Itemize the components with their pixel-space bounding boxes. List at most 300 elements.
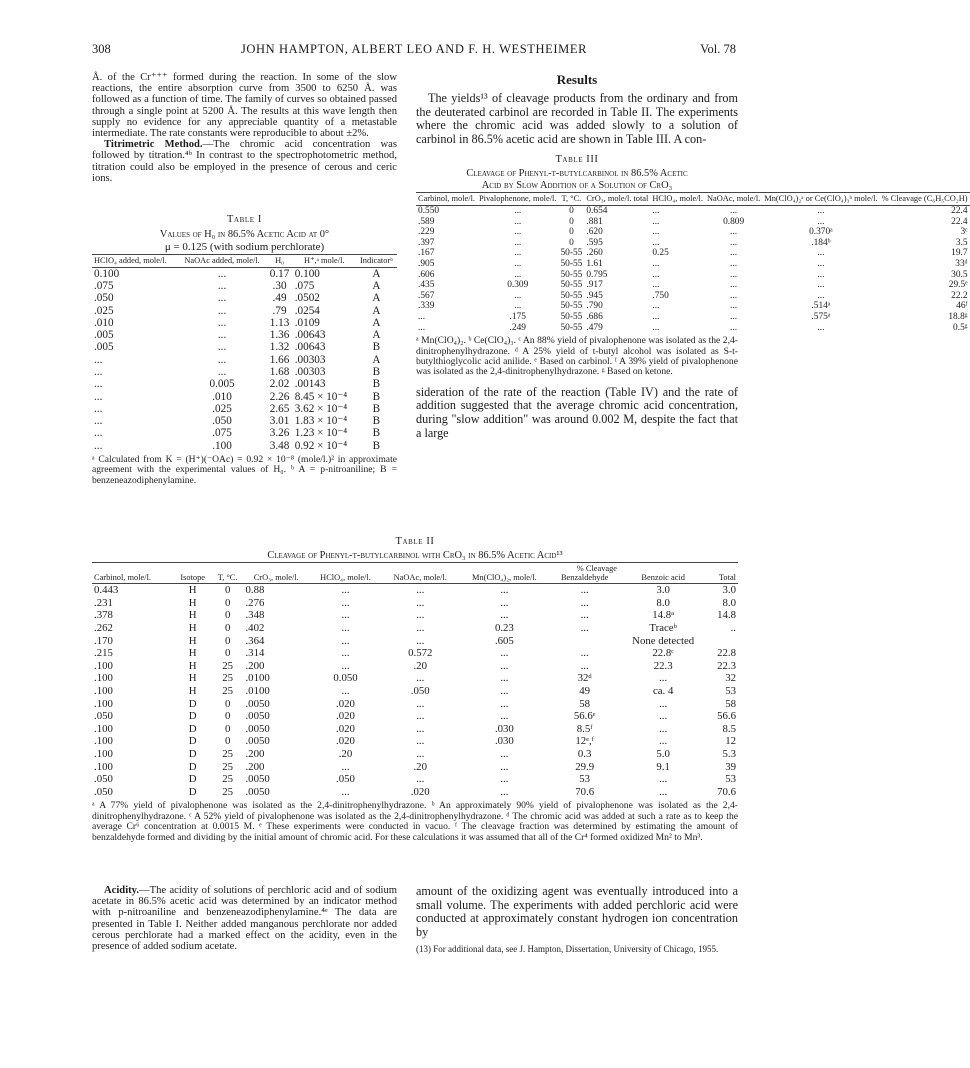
table2-row — [92, 660, 738, 673]
table1-cell: 2.26 — [269, 390, 290, 403]
table2-cell: ... — [659, 710, 668, 723]
table2-cell: 22.8ᶜ — [652, 647, 674, 660]
table2-cell: .100 — [94, 747, 113, 760]
table3-cell: 0.654 — [586, 205, 608, 216]
table2-cell: H — [188, 647, 197, 660]
table3-cell: .397 — [418, 237, 435, 248]
table3-cell: ... — [652, 311, 660, 322]
table2-cell: 70.6 — [575, 785, 595, 798]
table1-cell: A — [372, 329, 381, 342]
table3-cell: ... — [652, 280, 660, 291]
table3-row — [416, 270, 970, 281]
table3-cell: ... — [730, 311, 738, 322]
table1-cell: A — [372, 292, 381, 305]
table3-cell: ... — [652, 227, 660, 238]
table3-cell: .750 — [652, 290, 669, 301]
running-head-authors: JOHN HAMPTON, ALBERT LEO AND F. H. WESTHEIMER — [240, 42, 588, 56]
table3-cell: ... — [817, 290, 825, 301]
table2-cell: D — [188, 735, 197, 748]
table1-cell: .00643 — [294, 329, 326, 342]
table3-cell: ... — [514, 237, 522, 248]
table2-cell: 56.6 — [717, 710, 736, 723]
table2-cell: .0050 — [245, 785, 270, 798]
table1-cell: ... — [217, 366, 227, 378]
table1-header-1: NaOAc added, mole/l. — [178, 255, 267, 268]
table2-cell: ... — [416, 735, 425, 748]
table2-cell: .402 — [245, 621, 265, 634]
table3-cell: ... — [418, 311, 426, 322]
table2-cell: ... — [341, 684, 350, 697]
table1-cell: 1.13 — [269, 316, 290, 329]
table2-cell: 12ᵉ,ᶠ — [575, 735, 594, 748]
table3-cell: 22.4 — [951, 216, 968, 227]
table2-cell: 0.443 — [94, 584, 119, 597]
table2-cell: .100 — [94, 672, 113, 685]
table1-cell: .005 — [94, 341, 114, 354]
table-3-title-line-1: Cleavage of Phenyl-t-butylcarbinol in 86.5% Acetic — [466, 168, 688, 180]
table1-cell: 2.02 — [269, 378, 290, 391]
table1-cell: .005 — [94, 329, 114, 342]
reference-13: (13) For additional data, see J. Hampton, Dissertation, University of Chicago, 1955. — [416, 944, 719, 955]
table3-cell: ... — [418, 322, 426, 333]
table2-cell: 5.0 — [656, 747, 670, 760]
table-3 — [416, 154, 968, 378]
table3-cell: 50-55 — [560, 280, 583, 291]
table2-cell: 0.88 — [245, 584, 265, 597]
table3-row — [416, 238, 970, 249]
table1-cell: A — [372, 267, 381, 280]
table3-cell: ... — [514, 301, 522, 312]
table2-cell: .200 — [245, 659, 265, 672]
table2-cell: .. — [730, 621, 736, 634]
table3-cell: 3ᶜ — [960, 227, 968, 238]
table2-row — [92, 685, 738, 698]
table1-cell: .075 — [94, 279, 114, 292]
table1-cell: .050 — [212, 415, 232, 428]
table2-row — [92, 748, 738, 761]
table3-cell: ... — [730, 237, 738, 248]
bottom-right-paragraph: amount of the oxidizing agent was eventually introduced into a small volume. The experiments with added perchloric acid were conducted at approximately constant hydrogen ion concentration by — [416, 884, 738, 939]
table1-cell: B — [372, 427, 381, 440]
table3-cell: ... — [730, 269, 738, 280]
table1-cell: .010 — [94, 316, 114, 329]
table2-cell: ... — [416, 584, 425, 597]
table1-cell: .025 — [94, 304, 114, 317]
table3-cell: ... — [514, 248, 522, 259]
table3-cell: ... — [652, 322, 660, 333]
table2-cell: .020 — [410, 785, 430, 798]
table1-cell: 3.01 — [269, 415, 290, 428]
table3-cell: .589 — [418, 216, 435, 227]
table2-cell: .020 — [336, 722, 355, 735]
table1-cell: 1.83 × 10⁻⁴ — [294, 415, 348, 428]
table2-cell: 25 — [222, 785, 234, 798]
table2-row — [92, 710, 738, 723]
intro-paragraph: Å. of the Cr⁺⁺⁺ formed during the reaction. In some of the slow reactions, the entire absorption curve from 3500 to 6250 Å. was followed as a function of time. The family of curves so obtained passed through a single point at 5200 Å. The results at this wave length then supply no evidence for any appreciable quantity of a metastable intermediate. The rate constants were reproducible to about ±2%. — [92, 72, 397, 140]
table3-cell: .945 — [586, 290, 603, 301]
table1-cell: 3.62 × 10⁻⁴ — [294, 402, 348, 415]
page-number: 308 — [92, 42, 111, 56]
table1-cell: .050 — [94, 292, 114, 305]
table2-cell: .348 — [245, 609, 265, 622]
table2-cell: ... — [659, 773, 668, 786]
table3-header-5: NaOAc, mole/l. — [705, 193, 762, 206]
table1-cell: .00303 — [294, 353, 326, 366]
table3-cell: 0 — [569, 205, 574, 216]
table1-cell: A — [372, 304, 381, 317]
table2-cell: H — [188, 584, 197, 597]
table2-cell: 0 — [224, 634, 231, 647]
table2-cell: 3.0 — [656, 584, 670, 597]
table1-cell: 8.45 × 10⁻⁴ — [294, 390, 348, 403]
table3-cell: ... — [730, 248, 738, 259]
table3-cell: .917 — [586, 280, 603, 291]
table2-cell: .314 — [245, 647, 265, 660]
table2-cell: 58 — [579, 697, 591, 710]
table2-cell: 25 — [222, 760, 234, 773]
table3-cell: 18.8ᵍ — [948, 311, 968, 322]
table2-cell: ... — [659, 785, 668, 798]
table1-row — [92, 403, 397, 415]
table3-cell: .620 — [586, 227, 603, 238]
table-3-grid — [416, 192, 970, 333]
table3-cell: 50-55 — [560, 258, 583, 269]
table2-cell: 14.8ᵃ — [652, 609, 675, 622]
table2-row — [92, 786, 738, 799]
table1-cell: ... — [217, 329, 227, 342]
table2-cell: 0 — [224, 710, 231, 723]
table1-cell: B — [372, 402, 381, 415]
table3-row — [416, 227, 970, 238]
table2-cell: 32 — [725, 672, 736, 685]
table2-cell: 0.050 — [333, 672, 358, 685]
acidity-paragraph — [92, 885, 397, 952]
titrimetric-paragraph — [92, 139, 397, 184]
table2-cell: ... — [500, 785, 509, 798]
table3-cell: 0.309 — [507, 280, 529, 291]
table2-cell: .605 — [494, 634, 514, 647]
table2-cell: D — [188, 773, 197, 786]
table2-header-0: Carbinol, mole/l. — [92, 563, 174, 584]
table3-header-4: HClO₄, mole/l. — [650, 193, 705, 206]
table2-cell: ... — [341, 659, 350, 672]
table1-cell: ... — [94, 439, 103, 452]
table2-cell: .050 — [94, 773, 113, 786]
table1-cell: .79 — [272, 304, 287, 317]
table2-cell: ... — [500, 697, 509, 710]
table2-cell: ... — [416, 697, 425, 710]
table3-cell: .184ᵇ — [811, 237, 831, 248]
table3-cell: ... — [730, 258, 738, 269]
table2-header-6: Mn(ClO₄)₂, mole/l. — [459, 563, 551, 584]
bottom-right-section — [416, 885, 738, 955]
table2-cell: 8.5ᶠ — [576, 722, 593, 735]
table3-header-1: Pivalophenone, mole/l. — [477, 193, 558, 206]
table2-cell: ... — [659, 735, 668, 748]
table2-cell: .276 — [245, 596, 265, 609]
table2-cell: ... — [416, 609, 425, 622]
table2-cell: ... — [580, 584, 589, 597]
table3-header-2: T, °C. — [558, 193, 584, 206]
table2-cell: ca. 4 — [652, 684, 674, 697]
table2-header-1: Isotope — [174, 563, 212, 584]
table1-cell: B — [372, 366, 381, 378]
right-column — [416, 72, 968, 440]
table2-cell: ... — [580, 647, 589, 660]
table2-cell: H — [188, 621, 197, 634]
table2-row — [92, 584, 738, 597]
table3-row — [416, 312, 970, 323]
table2-cell: .200 — [245, 747, 265, 760]
table2-header-9: Total — [707, 563, 738, 584]
table3-cell: ... — [730, 280, 738, 291]
table3-cell: 22.4 — [951, 205, 968, 216]
table-1-footnote: ᵃ Calculated from K = (H⁺)(⁻OAc) = 0.92 × 10⁻⁸ (mole/l.)² in approximate agreement with the experimental values of H₀. ᵇ A = p-nitroaniline; B = benzeneazodiphenylamine. — [92, 454, 397, 486]
table2-header-label: Benzaldehyde — [560, 572, 609, 582]
table2-cell: .020 — [336, 710, 355, 723]
table1-cell: B — [372, 378, 381, 391]
table1-cell: .025 — [212, 402, 232, 415]
table2-cell: 49 — [579, 684, 591, 697]
table3-cell: ... — [817, 322, 825, 333]
table3-cell: ... — [817, 269, 825, 280]
table2-cell: .200 — [245, 760, 265, 773]
table1-row — [92, 378, 397, 390]
table3-cell: 50-55 — [560, 248, 583, 259]
continuation-paragraph: sideration of the rate of the reaction (Table IV) and the rate of addition suggested that the average chromic acid concentration, during "slow addition" was around 0.002 M, despite the fact that a large — [416, 384, 738, 440]
table2-cell: .20 — [413, 760, 427, 773]
table2-cell: ... — [416, 773, 425, 786]
table2-cell: .0100 — [245, 672, 270, 685]
table-2-label: Table II — [395, 536, 435, 547]
table2-cell: .0050 — [245, 710, 270, 723]
left-column — [92, 72, 397, 486]
table2-cell: D — [188, 697, 197, 710]
table2-cell: 53 — [725, 773, 736, 786]
table2-cell: .215 — [94, 647, 113, 660]
table3-cell: .339 — [418, 301, 435, 312]
table2-cell: ... — [659, 672, 668, 685]
table2-cell: 0.572 — [408, 647, 433, 660]
table2-cell: 22.3 — [653, 659, 673, 672]
table2-cell: 25 — [222, 684, 234, 697]
table3-cell: ... — [817, 258, 825, 269]
table1-cell: A — [372, 316, 381, 329]
table-1-label: Table I — [227, 214, 262, 226]
table3-cell: ... — [730, 301, 738, 312]
table1-row — [92, 427, 397, 439]
table1-cell: .0254 — [294, 304, 320, 317]
table2-cell: .020 — [336, 735, 355, 748]
table1-cell: 1.32 — [269, 341, 290, 354]
table1-cell: 3.48 — [269, 439, 290, 452]
table3-row — [416, 205, 970, 216]
table1-cell: 1.68 — [269, 366, 290, 378]
table1-cell: ... — [217, 304, 227, 317]
table1-row — [92, 354, 397, 366]
table1-row — [92, 341, 397, 353]
table2-cell — [550, 635, 619, 648]
table3-row — [416, 323, 970, 334]
table2-header-3: CrO₃, mole/l. — [243, 563, 309, 584]
volume-number: Vol. 78 — [700, 42, 736, 56]
table2-header-5: NaOAc, mole/l. — [382, 563, 459, 584]
table2-cell: 14.8 — [717, 609, 736, 622]
table2-cell: .170 — [94, 634, 113, 647]
table1-row — [92, 305, 397, 317]
table1-cell: ... — [94, 415, 103, 428]
table1-cell: B — [372, 415, 381, 428]
table2-cell: .100 — [94, 735, 113, 748]
table3-cell: 33ᵈ — [955, 258, 968, 269]
table3-cell: .167 — [418, 248, 435, 259]
table2-cell: .020 — [336, 697, 355, 710]
table2-cell: .050 — [94, 710, 113, 723]
table2-cell: 0 — [224, 609, 231, 622]
table2-header-2: T, °C. — [212, 563, 244, 584]
table1-cell: .00303 — [294, 366, 326, 378]
table3-cell: 22.2 — [951, 290, 968, 301]
table3-cell: ... — [730, 322, 738, 333]
table2-cell: 58 — [725, 697, 736, 710]
table1-cell: .00643 — [294, 341, 326, 354]
table1-cell: 2.65 — [269, 402, 290, 415]
table2-row — [92, 773, 738, 786]
table1-cell: 3.26 — [269, 427, 290, 440]
table1-row — [92, 415, 397, 427]
table1-row — [92, 329, 397, 341]
table3-cell: .249 — [509, 322, 526, 333]
table2-cell: D — [188, 747, 197, 760]
table3-cell: .595 — [586, 237, 603, 248]
table2-cell: D — [188, 785, 197, 798]
table2-cell: ... — [580, 596, 589, 609]
titrimetric-text: —The chromic acid concentration was followed by titration.⁴ᵇ In contrast to the spectrophotometric method, titration could also be employed in the presence of cerous and ceric ions. — [92, 139, 398, 184]
table2-row — [92, 609, 738, 622]
table3-cell: 0 — [569, 237, 574, 248]
table3-cell: .435 — [418, 280, 435, 291]
table3-cell: 50-55 — [560, 311, 583, 322]
table3-cell: ... — [514, 216, 522, 227]
table2-cell: H — [188, 684, 197, 697]
table2-cell: ... — [500, 647, 509, 660]
table1-cell: ... — [94, 390, 103, 403]
table2-header-4: HClO₄, mole/l. — [309, 563, 382, 584]
table2-cell: 8.0 — [656, 596, 670, 609]
table2-cell: .20 — [338, 747, 353, 760]
table2-cell: .364 — [245, 634, 265, 647]
table1-cell: ... — [217, 316, 227, 329]
table1-cell: B — [372, 439, 381, 452]
table2-cell: 70.6 — [717, 785, 736, 798]
table2-cell — [707, 635, 738, 648]
table3-cell: .175 — [509, 311, 526, 322]
table3-row — [416, 291, 970, 302]
table1-cell: ... — [217, 279, 227, 292]
table2-cell: H — [188, 596, 197, 609]
table3-cell: 29.5ᵉ — [948, 280, 968, 291]
table3-cell: ... — [652, 205, 660, 216]
table2-cell: .0050 — [245, 697, 270, 710]
table2-cell: ... — [500, 710, 509, 723]
table2-cell: ... — [659, 722, 668, 735]
table2-cell: 5.3 — [722, 747, 736, 760]
table3-row — [416, 301, 970, 312]
table2-cell: ... — [500, 760, 509, 773]
table2-cell: ... — [416, 672, 425, 685]
table1-row — [92, 440, 397, 452]
table2-cell: .050 — [94, 785, 113, 798]
table-3-footnote: ᵃ Mn(ClO₄)₂. ᵇ Ce(ClO₄)₃. ᶜ An 88% yield of pivalophenone was isolated as the 2,4-dinitrophenylhydrazone. ᵈ A 25% yield of t-butyl alcohol was isolated as S-t-butylthioglycolic acid anilide. ᵉ Based on carbinol. ᶠ A 39% yield of pivalophenone was isolated as the 2,4-dinitrophenylhydrazone. ᵍ Based on ketone. — [416, 335, 738, 378]
table3-cell: 19.7 — [951, 248, 968, 259]
table3-cell: ... — [730, 227, 738, 238]
table1-cell: B — [372, 341, 381, 354]
table2-cell: ... — [500, 659, 509, 672]
table1-cell: 0.92 × 10⁻⁴ — [294, 439, 348, 452]
table-3-label: Table III — [555, 154, 599, 166]
table1-row — [92, 292, 397, 304]
table2-cell: ... — [341, 647, 350, 660]
table1-cell: ... — [94, 378, 103, 391]
table-2-footnote: ᵃ A 77% yield of pivalophenone was isolated as the 2,4-dinitrophenylhydrazone. ᵇ An approximately 90% yield of pivalophenone was isolated as the 2,4-dinitrophenylhydrazone. ᶜ A 52% yield of pivalophenone was isolated as the 2,4-dinitrophenylhydrazone. ᵈ The chromic acid was added at such a rate as to keep the average Cr⁶ concentration at 0.0015 M. ᵉ These experiments were conducted in vacuo. ᶠ The cleavage fraction was determined by estimating the amount of benzaldehyde formed and dividing by the initial amount of chromic acid. For these calculations it was assumed that all of the Cr⁴ formed oxidized Mn² to Mn³. — [92, 800, 738, 843]
table2-row — [92, 698, 738, 711]
table2-header-8: Benzoic acid — [619, 563, 707, 584]
table2-row — [92, 622, 738, 635]
results-heading: Results — [556, 72, 598, 87]
table2-cell: 29.9 — [575, 760, 595, 773]
table2-cell: .378 — [94, 609, 113, 622]
table2-cell: 0 — [224, 722, 231, 735]
table1-cell: .00143 — [294, 378, 326, 391]
table1-row — [92, 366, 397, 378]
table2-cell: ... — [500, 584, 509, 597]
titrimetric-heading: Titrimetric Method. — [104, 139, 203, 151]
table2-cell: .231 — [94, 596, 113, 609]
table3-header-7: % Cleavage (C₆H₅CO₂H) — [880, 193, 970, 206]
table2-cell: .050 — [410, 684, 430, 697]
table1-header-2: H₀ — [266, 255, 292, 268]
table2-cell: 0 — [224, 735, 231, 748]
table2-cell: D — [188, 760, 197, 773]
table1-cell: ... — [94, 402, 103, 415]
table3-cell: ... — [730, 290, 738, 301]
table2-cell: .0100 — [245, 684, 270, 697]
table3-row — [416, 259, 970, 270]
table1-cell: 0.005 — [209, 378, 235, 391]
table-1-title: Values of H₀ in 86.5% Acetic Acid at 0° — [159, 229, 330, 241]
table2-cell: ... — [500, 672, 509, 685]
table3-cell: ... — [514, 227, 522, 238]
table1-cell: ... — [217, 267, 227, 280]
table3-cell: ... — [652, 258, 660, 269]
table1-cell: ... — [217, 341, 227, 354]
table1-cell: .0502 — [294, 292, 320, 305]
table2-row — [92, 647, 738, 660]
table2-cell: H — [188, 634, 197, 647]
table3-cell: 3.5 — [955, 237, 968, 248]
table-2-title: Cleavage of Phenyl-t-butylcarbinol with CrO₃ in 86.5% Acetic Acid¹³ — [267, 550, 563, 561]
table2-row — [92, 735, 738, 748]
table1-row — [92, 267, 397, 280]
table2-cell: 0 — [224, 697, 231, 710]
table3-cell: ... — [514, 290, 522, 301]
table2-cell: 53 — [725, 684, 736, 697]
table2-cell: 12 — [725, 735, 736, 748]
table3-cell: .606 — [418, 269, 435, 280]
table2-cell: ... — [416, 621, 425, 634]
table2-cell: .100 — [94, 659, 113, 672]
table2-cell: D — [188, 710, 197, 723]
